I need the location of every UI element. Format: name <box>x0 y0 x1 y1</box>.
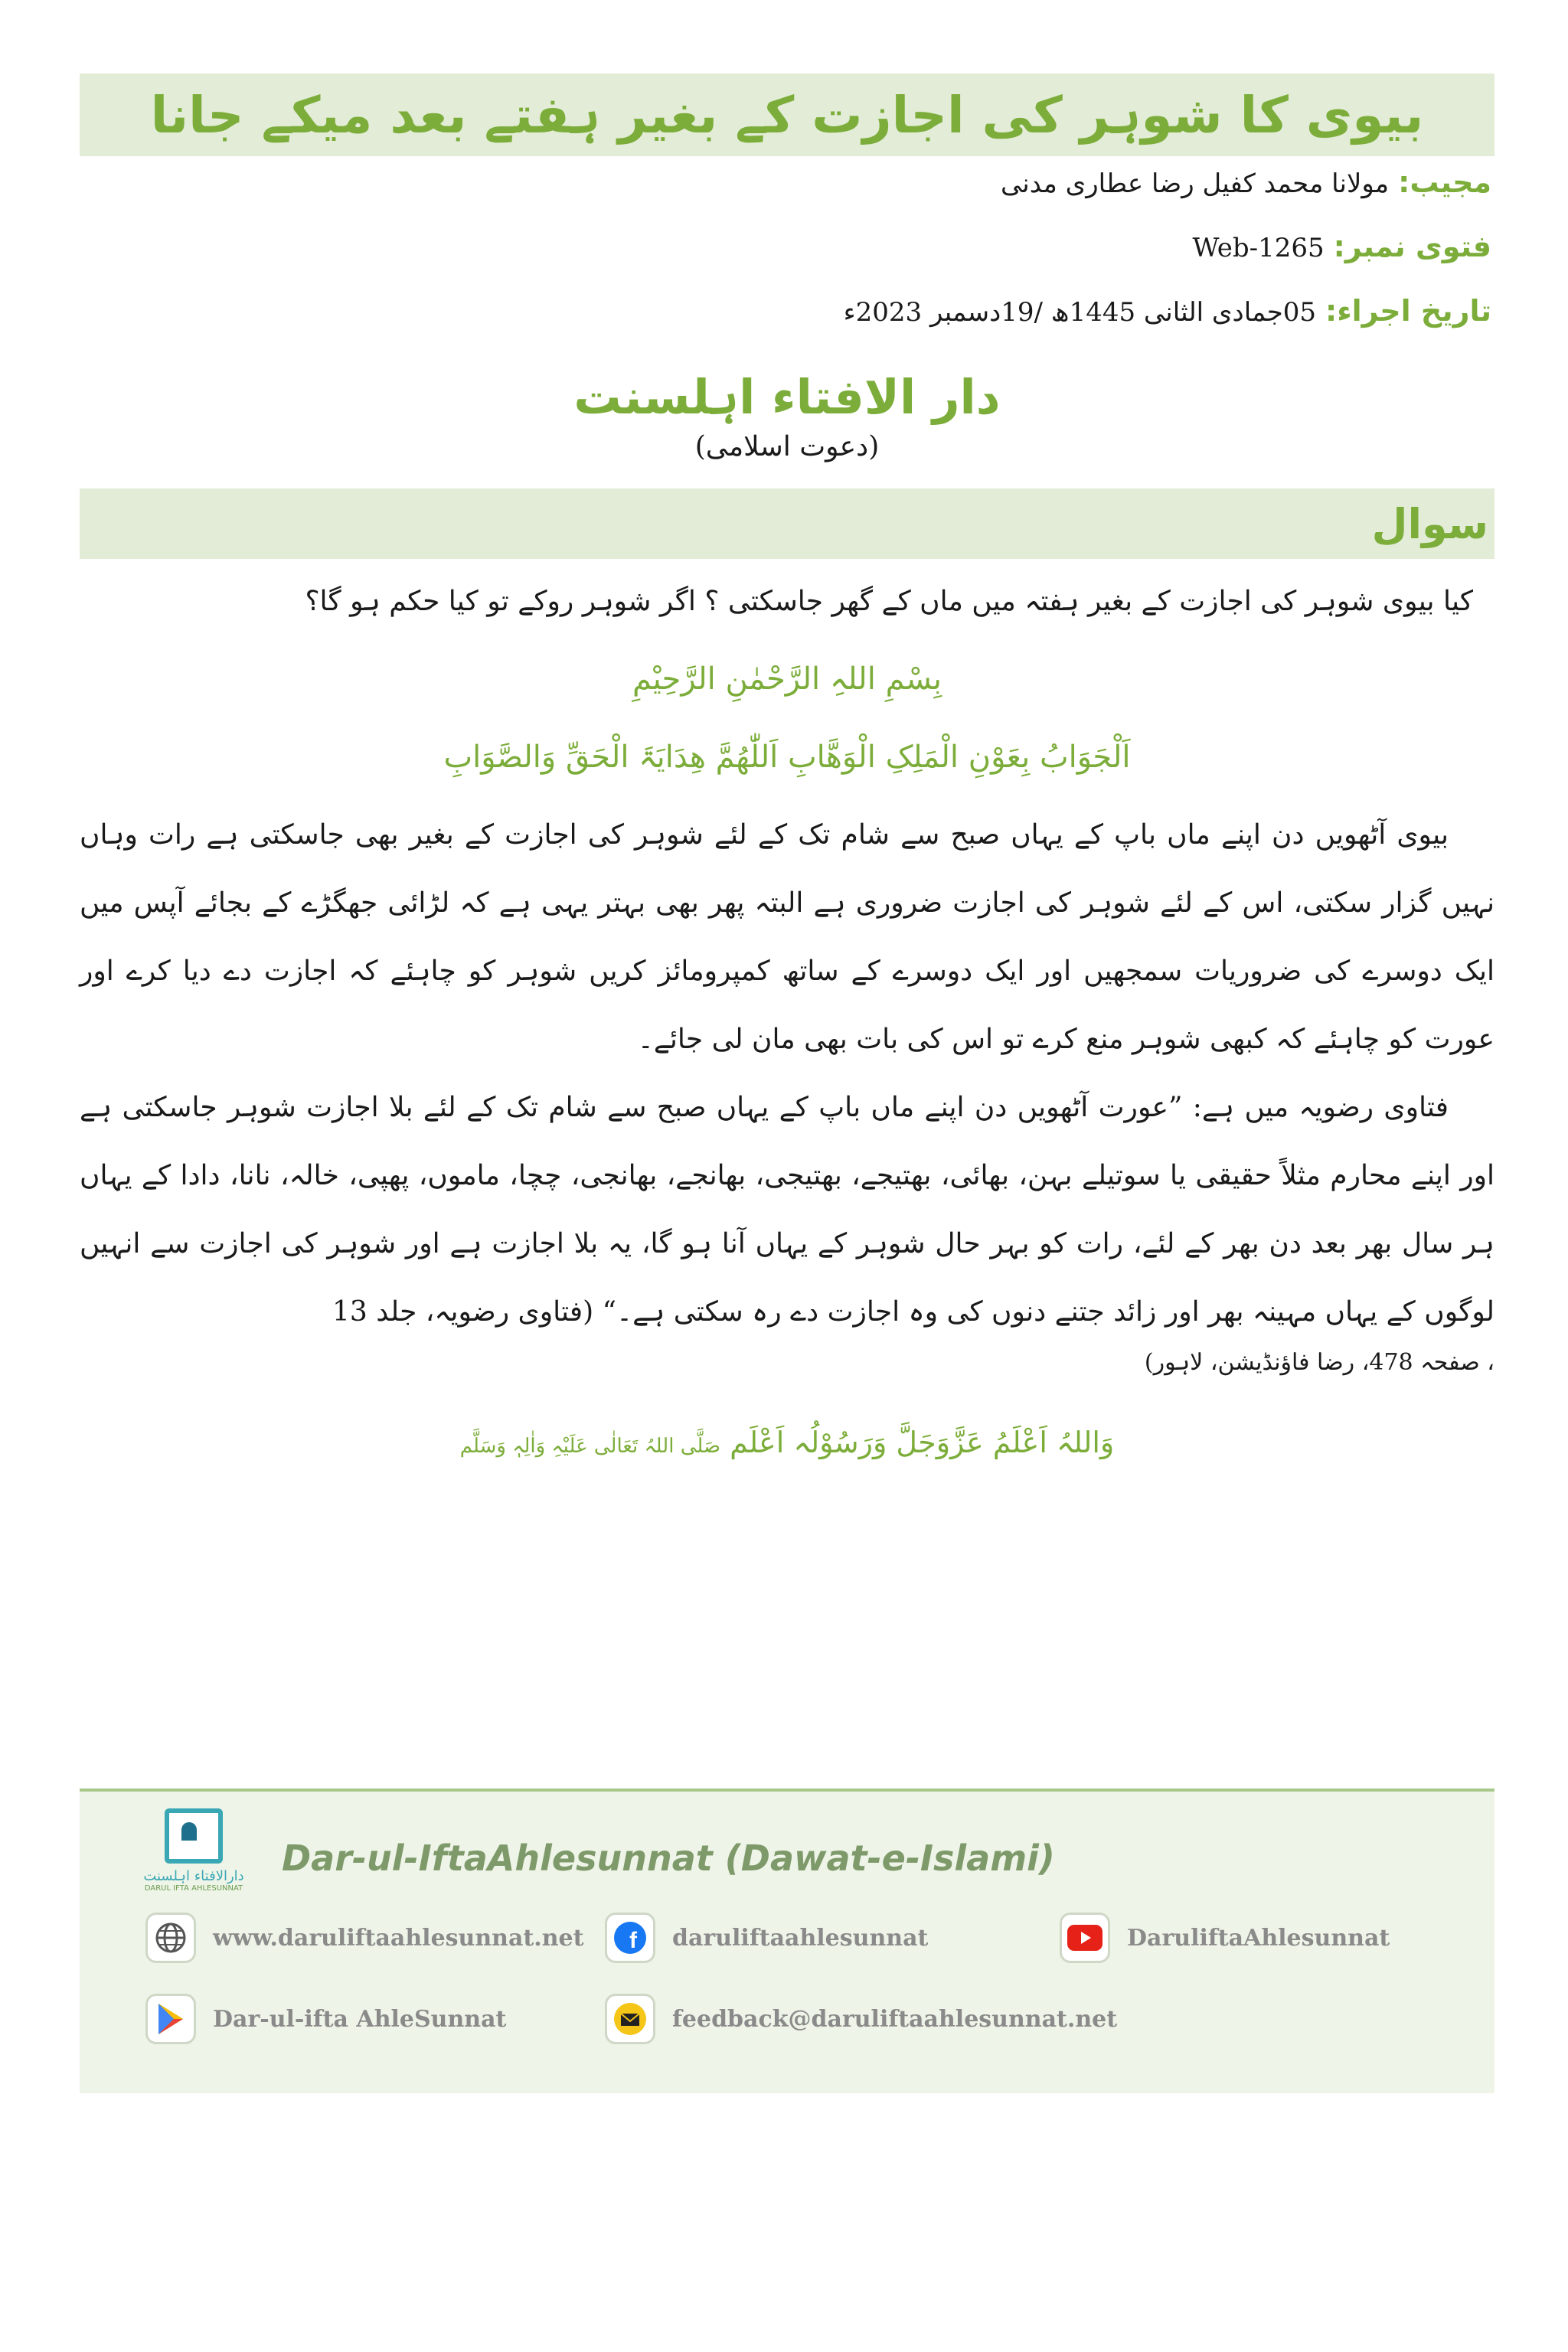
bismillah: بِسْمِ اللہِ الرَّحْمٰنِ الرَّحِیْمِ <box>632 662 942 697</box>
question-text: کیا بیوی شوہر کی اجازت کے بغیر ہفتہ میں ماں کے گھر جاسکتی ؟ اگر شوہر روکے تو کیا حکم ہو گا؟ <box>305 586 1473 617</box>
footer <box>80 1788 1494 2093</box>
organization-name: دار الافتاء اہلسنت <box>573 369 1001 425</box>
closing-text: وَاللہُ اَعْلَمُ عَزَّوَجَلَّ وَرَسُوْلُہ اَعْلَم <box>730 1426 1115 1459</box>
brand-name: Dar-ul-IftaAhlesunnat (Dawat-e-Islami) <box>282 1838 1055 1879</box>
answer-paragraph-1: بیوی آٹھویں دن اپنے ماں باپ کے یہاں صبح سے شام تک کے لئے شوہر کی اجازت کے بغیر بھی جاسکتی ہے رات وہاں نہیں گزار سکتی، اس کے لئے شوہر کی اجازت ضروری ہے البتہ پھر بھی بہتر یہی ہے کہ لڑائی جھگڑے کے بجائے آپس میں ایک دوسرے کی ضروریات سمجھیں اور ایک دوسرے کے ساتھ کمپرومائز کریں شوہر کو چاہئے کہ اجازت دے دیا کرے اور عورت کو چاہئے کہ کبھی شوہر منع کرے تو اس کی بات بھی مان لی جائے۔ <box>80 819 1494 1055</box>
answer-intro: اَلْجَوَابُ بِعَوْنِ الْمَلِکِ الْوَھَّابِ اَللّٰھُمَّ ھِدَایَۃَ الْحَقِّ وَالصَّوَابِ <box>443 740 1131 775</box>
fatwa-number-row <box>80 230 1491 294</box>
svg-text:f: f <box>629 1928 637 1953</box>
closing-salutation: صَلَّی اللہُ تَعَالٰی عَلَیْہِ وَاٰلِہٖ وَسَلَّم <box>459 1435 721 1458</box>
closing-formula <box>80 1426 1494 1459</box>
fatwa-number-value: Web-1265 <box>1192 233 1325 263</box>
issue-date-label: تاریخ اجراء: <box>1325 294 1491 328</box>
meta-block <box>80 165 1494 358</box>
website-text: www.daruliftaahlesunnat.net <box>213 1924 584 1952</box>
app-link[interactable] <box>145 1994 506 2044</box>
mujeeb-label: مجیب: <box>1398 165 1491 199</box>
app-text: Dar-ul-ifta AhleSunnat <box>213 2005 507 2033</box>
globe-icon <box>145 1913 196 1963</box>
website-link[interactable] <box>145 1913 583 1963</box>
citation-reference: ، صفحہ 478، رضا فاؤنڈیشن، لاہور) <box>1144 1349 1494 1376</box>
youtube-link[interactable] <box>1060 1913 1390 1963</box>
logo-text: دارالافتاء اہلسنت <box>143 1868 244 1884</box>
organization-heading <box>80 369 1494 462</box>
facebook-link[interactable] <box>605 1913 928 1963</box>
mujeeb-value: مولانا محمد کفیل رضا عطاری مدنی <box>1000 168 1390 199</box>
facebook-text: daruliftaahlesunnat <box>672 1924 929 1952</box>
facebook-icon <box>605 1913 655 1963</box>
play-store-icon <box>145 1994 196 2044</box>
mujeeb-row <box>80 165 1491 230</box>
page-title: بیوی کا شوہر کی اجازت کے بغیر ہفتے بعد میکے جانا <box>150 85 1424 145</box>
youtube-icon <box>1060 1913 1110 1963</box>
issue-date-row <box>80 294 1491 358</box>
logo-icon <box>165 1808 223 1864</box>
email-link[interactable] <box>605 1994 1117 2044</box>
question-heading-bar <box>80 488 1494 559</box>
issue-date-value: 05جمادی الثانی 1445ھ /19دسمبر 2023ء <box>843 297 1316 328</box>
email-text: feedback@daruliftaahlesunnat.net <box>672 2005 1118 2033</box>
answer-body <box>80 801 1494 1386</box>
logo-subtext: DARUL IFTA AHLESUNNAT <box>144 1884 243 1893</box>
footer-brand <box>136 1808 1055 1908</box>
organization-subtitle: (دعوت اسلامی) <box>694 431 880 462</box>
youtube-text: DaruliftaAhlesunnat <box>1127 1924 1390 1952</box>
answer-paragraph-2: فتاوی رضویہ میں ہے: ”عورت آٹھویں دن اپنے ماں باپ کے یہاں صبح سے شام تک کے لئے بلا اجازت شوہر جاسکتی ہے اور اپنے محارم مثلاً حقیقی یا سوتیلے بہن، بھائی، بھتیجے، بھتیجی، بھانجے، بھانجی، چچا، ماموں، پھپی، خالہ، نانا، دادا کے یہاں ہر سال بھر بعد دن بھر کے لئے، رات کو بہر حال شوہر کے یہاں آنا ہو گا، یہ بلا اجازت ہے اور شوہر کی اجازت سے انہیں لوگوں کے یہاں مہینہ بھر اور زائد جتنے دنوں کی وہ اجازت دے رہ سکتی ہے۔“ (فتاوی رضویہ، جلد 13 <box>80 1092 1494 1328</box>
logo <box>136 1808 251 1908</box>
question-heading: سوال <box>1371 499 1488 548</box>
email-icon <box>605 1994 655 2044</box>
title-banner <box>80 74 1494 156</box>
fatwa-number-label: فتوی نمبر: <box>1333 230 1491 263</box>
